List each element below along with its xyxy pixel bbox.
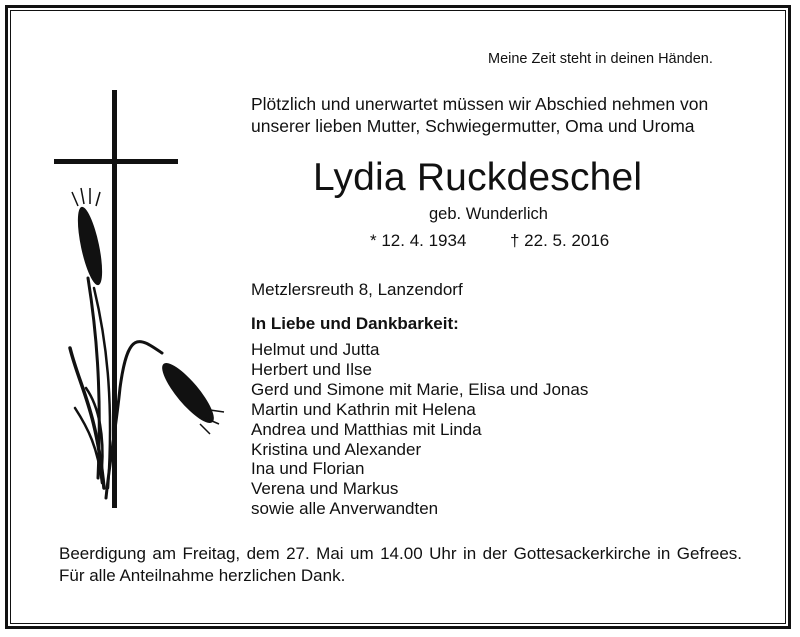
- maiden-name: geb. Wunderlich: [429, 205, 548, 223]
- motto: Meine Zeit steht in deinen Händen.: [488, 51, 713, 67]
- mourner: Herbert und Ilse: [251, 359, 372, 379]
- birth-date: * 12. 4. 1934: [370, 231, 467, 250]
- mourner: Ina und Florian: [251, 459, 365, 479]
- intro-line-2: unserer lieben Mutter, Schwiegermutter, Oma und Uroma: [251, 116, 695, 136]
- intro-line-1: Plötzlich und unerwartet müssen wir Abschied nehmen von: [251, 94, 709, 114]
- mourners-list: [251, 340, 588, 519]
- mourner: Gerd und Simone mit Marie, Elisa und Jonas: [251, 379, 589, 399]
- thanks-heading: In Liebe und Dankbarkeit:: [251, 314, 459, 333]
- intro-text: [251, 93, 751, 137]
- mourner: Andrea und Matthias mit Linda: [251, 419, 482, 439]
- cross-with-wheat-icon: [50, 88, 230, 513]
- mourner: Martin und Kathrin mit Helena: [251, 399, 476, 419]
- address: Metzlersreuth 8, Lanzendorf: [251, 280, 463, 299]
- mourner: Verena und Markus: [251, 479, 399, 499]
- mourner: sowie alle Anverwandten: [251, 499, 439, 519]
- mourner: Helmut und Jutta: [251, 340, 380, 359]
- mourner: Kristina und Alexander: [251, 439, 422, 459]
- death-date: † 22. 5. 2016: [510, 231, 610, 250]
- funeral-note: Beerdigung am Freitag, dem 27. Mai um 14.00 Uhr in der Gottesackerkirche in Gefrees. Für alle Anteilnahme herzlichen Dank.: [59, 544, 742, 585]
- deceased-name: Lydia Ruckdeschel: [313, 156, 643, 199]
